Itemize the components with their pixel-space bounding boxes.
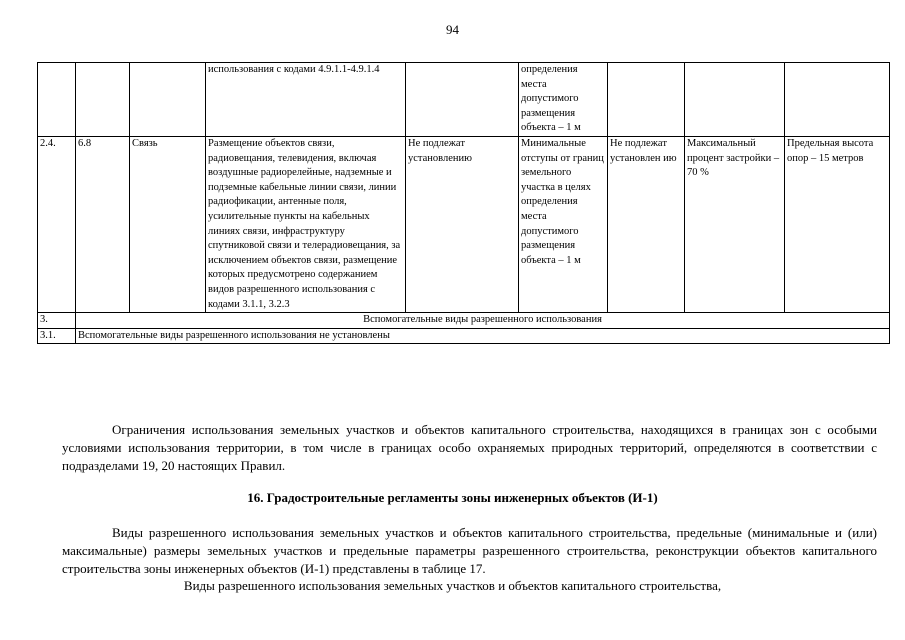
section-number: 3.1. (38, 328, 76, 344)
row-code (76, 63, 130, 137)
section-number: 3. (38, 313, 76, 329)
table-row (38, 63, 890, 137)
intro-text: Виды разрешенного использования земельных участков и объектов капитального строительства, предельные (минимальные и (или) максимальные) размеры земельных участков и предельные параметры разрешенного строительства, реконструкции объектов капитального строительства зоны инженерных объектов (И-1) представлены в таблице 17. (62, 525, 877, 576)
row-coverage (685, 63, 785, 137)
restriction-text: Ограничения использования земельных участков и объектов капитального строительства, находящихся в границах зон с особыми условиями использования территории, в том числе в границах особо охраняемых природных территорий, определяются в соответствии с подразделами 19, 20 настоящих Правил. (62, 422, 877, 473)
row-plot-sizes (406, 63, 519, 137)
row-code: 6.8 (76, 136, 130, 312)
row-number (38, 63, 76, 137)
row-plot-sizes: Не подлежат установлению (406, 136, 519, 312)
section-text: Вспомогательные виды разрешенного использования не установлены (76, 328, 890, 344)
row-number: 2.4. (38, 136, 76, 312)
section-heading: 16. Градостроительные регламенты зоны инженерных объектов (И-1) (247, 490, 658, 505)
row-name (130, 63, 206, 137)
row-description: использования с кодами 4.9.1.1-4.9.1.4 (206, 63, 406, 137)
row-floors (608, 63, 685, 137)
row-setbacks: определения места допустимого размещения объекта – 1 м (519, 63, 608, 137)
section-title: Вспомогательные виды разрешенного использования (76, 313, 890, 329)
row-name: Связь (130, 136, 206, 312)
intro-paragraph (62, 524, 877, 578)
row-other (785, 63, 890, 137)
section-row (38, 313, 890, 329)
row-setbacks: Минимальные отступы от границ земельного участка в целях определения места допустимого размещения объекта – 1 м (519, 136, 608, 312)
table-row (38, 136, 890, 312)
page-number: 94 (446, 22, 459, 37)
restriction-paragraph (62, 421, 877, 475)
row-other: Предельная высота опор – 15 метров (785, 136, 890, 312)
row-coverage: Максимальный процент застройки – 70 % (685, 136, 785, 312)
row-description: Размещение объектов связи, радиовещания, телевидения, включая воздушные радиорелейные, надземные и подземные кабельные линии связи, линии радиофикации, антенные поля, усилительные пункты на кабельных линиях связи, инфраструктуру спутниковой связи и телерадиовещания, за исключением объектов связи, размещение которых предусмотрено содержанием видов разрешенного использования с кодами 3.1.1, 3.2.3 (206, 136, 406, 312)
table-caption: Виды разрешенного использования земельных участков и объектов капитального строительства, (183, 578, 722, 593)
section-row (38, 328, 890, 344)
row-floors: Не подлежат установлен ию (608, 136, 685, 312)
regulations-table (37, 62, 890, 344)
